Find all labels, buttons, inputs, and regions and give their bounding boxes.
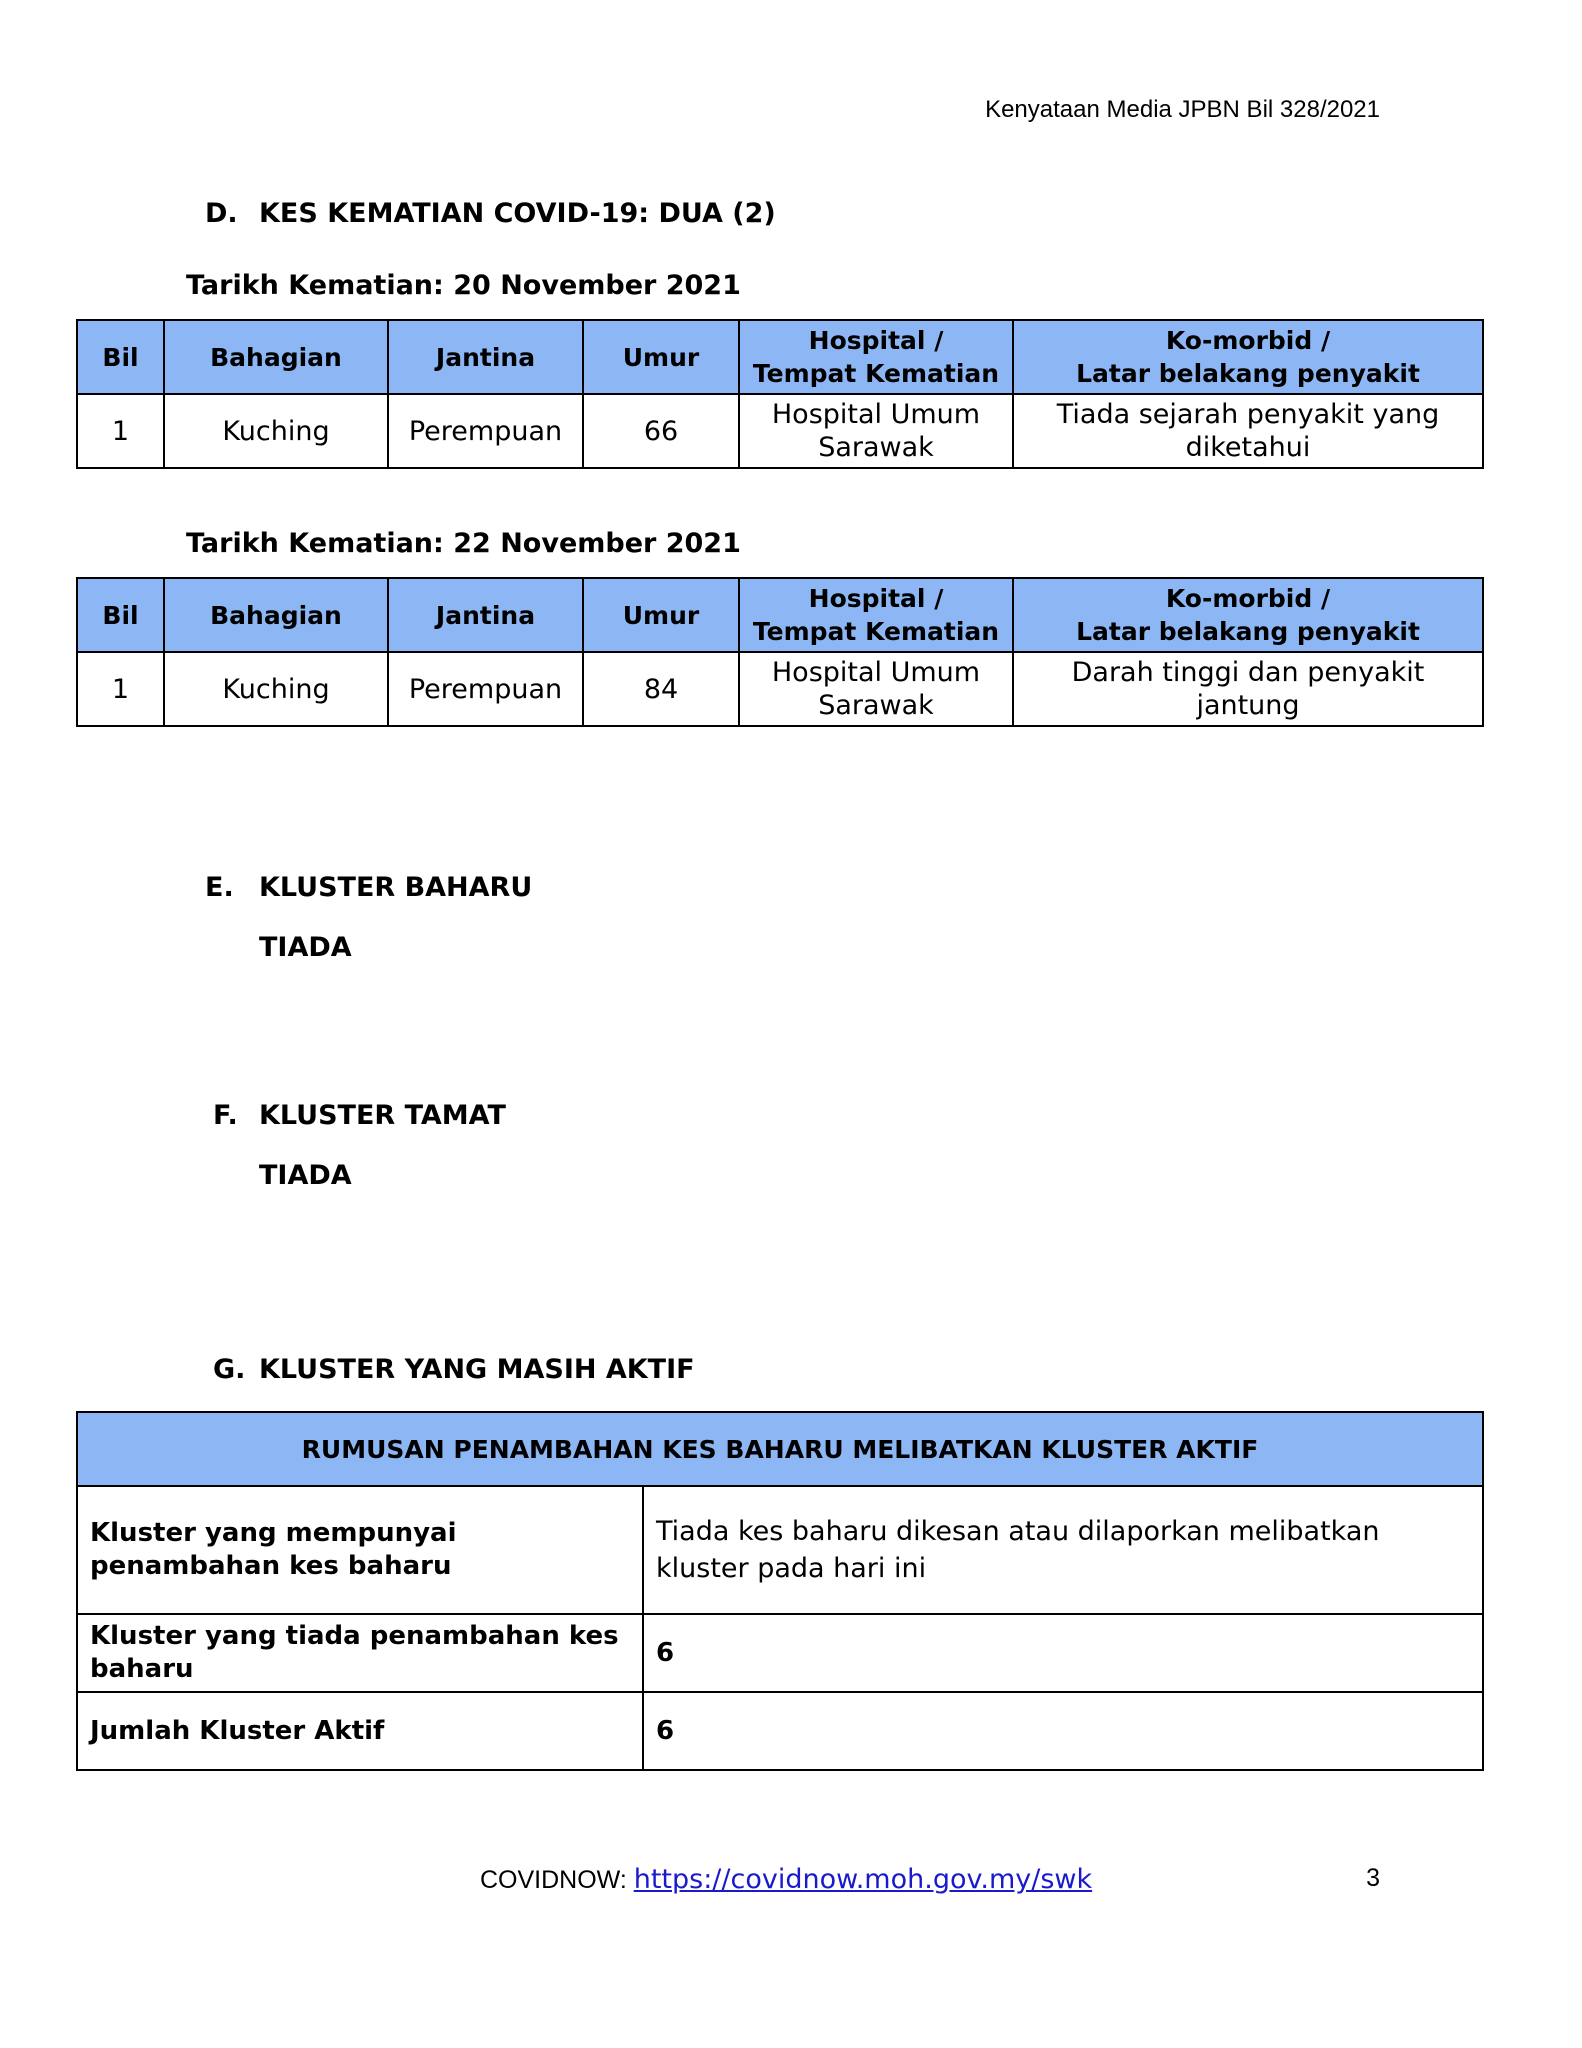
table-row [77, 652, 1483, 726]
col-komorbid: Ko-morbid / Latar belakang penyakit [1013, 320, 1483, 394]
section-g-title: KLUSTER YANG MASIH AKTIF [259, 1354, 695, 1385]
active-cluster-summary-table [76, 1411, 1484, 1771]
cell-hospital: Hospital Umum Sarawak [739, 652, 1013, 726]
document-reference: Kenyataan Media JPBN Bil 328/2021 [985, 96, 1380, 123]
death-table-1-header [77, 320, 1483, 394]
cell-komorbid: Darah tinggi dan penyakit jantung [1013, 652, 1483, 726]
col-bahagian: Bahagian [164, 320, 388, 394]
section-f-title: KLUSTER TAMAT [259, 1100, 506, 1131]
col-jantina: Jantina [388, 320, 583, 394]
section-f-value: TIADA [259, 1160, 352, 1191]
section-e-letter: E. [205, 872, 234, 903]
col-hospital: Hospital / Tempat Kematian [739, 320, 1013, 394]
cell-jantina: Perempuan [388, 652, 583, 726]
cell-bahagian: Kuching [164, 394, 388, 468]
section-f-letter: F. [213, 1100, 238, 1131]
cell-hospital: Hospital Umum Sarawak [739, 394, 1013, 468]
row-label: Jumlah Kluster Aktif [77, 1692, 643, 1770]
col-umur: Umur [583, 578, 739, 652]
summary-table-header [77, 1412, 1483, 1486]
death-table-1 [76, 319, 1484, 469]
cell-bil: 1 [77, 394, 164, 468]
table-row [77, 394, 1483, 468]
section-e-heading [205, 872, 532, 903]
summary-table-title: RUMUSAN PENAMBAHAN KES BAHARU MELIBATKAN KLUSTER AKTIF [77, 1412, 1483, 1486]
death-table-2 [76, 577, 1484, 727]
cell-jantina: Perempuan [388, 394, 583, 468]
table-row [77, 1692, 1483, 1770]
table-row [77, 1614, 1483, 1692]
row-value: Tiada kes baharu dikesan atau dilaporkan melibatkan kluster pada hari ini [643, 1486, 1483, 1614]
row-value: 6 [643, 1614, 1483, 1692]
table-row [77, 1486, 1483, 1614]
death-table-2-header [77, 578, 1483, 652]
col-jantina: Jantina [388, 578, 583, 652]
row-value: 6 [643, 1692, 1483, 1770]
cell-bahagian: Kuching [164, 652, 388, 726]
covidnow-link[interactable]: https://covidnow.moh.gov.my/swk [633, 1864, 1093, 1895]
section-g-letter: G. [213, 1354, 246, 1385]
row-label: Kluster yang tiada penambahan kes baharu [77, 1614, 643, 1692]
cell-umur: 66 [583, 394, 739, 468]
col-bil: Bil [77, 320, 164, 394]
col-bil: Bil [77, 578, 164, 652]
footer-prefix: COVIDNOW: [480, 1866, 634, 1894]
col-hospital: Hospital / Tempat Kematian [739, 578, 1013, 652]
section-g-heading [213, 1354, 695, 1385]
footer [480, 1864, 1092, 1895]
death-date-label-1: Tarikh Kematian: 20 November 2021 [186, 270, 741, 301]
row-label: Kluster yang mempunyai penambahan kes baharu [77, 1486, 643, 1614]
col-bahagian: Bahagian [164, 578, 388, 652]
section-d-title: KES KEMATIAN COVID-19: DUA (2) [259, 198, 776, 229]
section-d-letter: D. [205, 198, 238, 229]
cell-komorbid: Tiada sejarah penyakit yang diketahui [1013, 394, 1483, 468]
section-d-heading [205, 198, 776, 229]
col-komorbid: Ko-morbid / Latar belakang penyakit [1013, 578, 1483, 652]
section-e-title: KLUSTER BAHARU [259, 872, 533, 903]
death-date-label-2: Tarikh Kematian: 22 November 2021 [186, 528, 741, 559]
col-umur: Umur [583, 320, 739, 394]
cell-bil: 1 [77, 652, 164, 726]
page-number: 3 [1366, 1864, 1380, 1892]
section-e-value: TIADA [259, 932, 352, 963]
cell-umur: 84 [583, 652, 739, 726]
section-f-heading [213, 1100, 506, 1131]
